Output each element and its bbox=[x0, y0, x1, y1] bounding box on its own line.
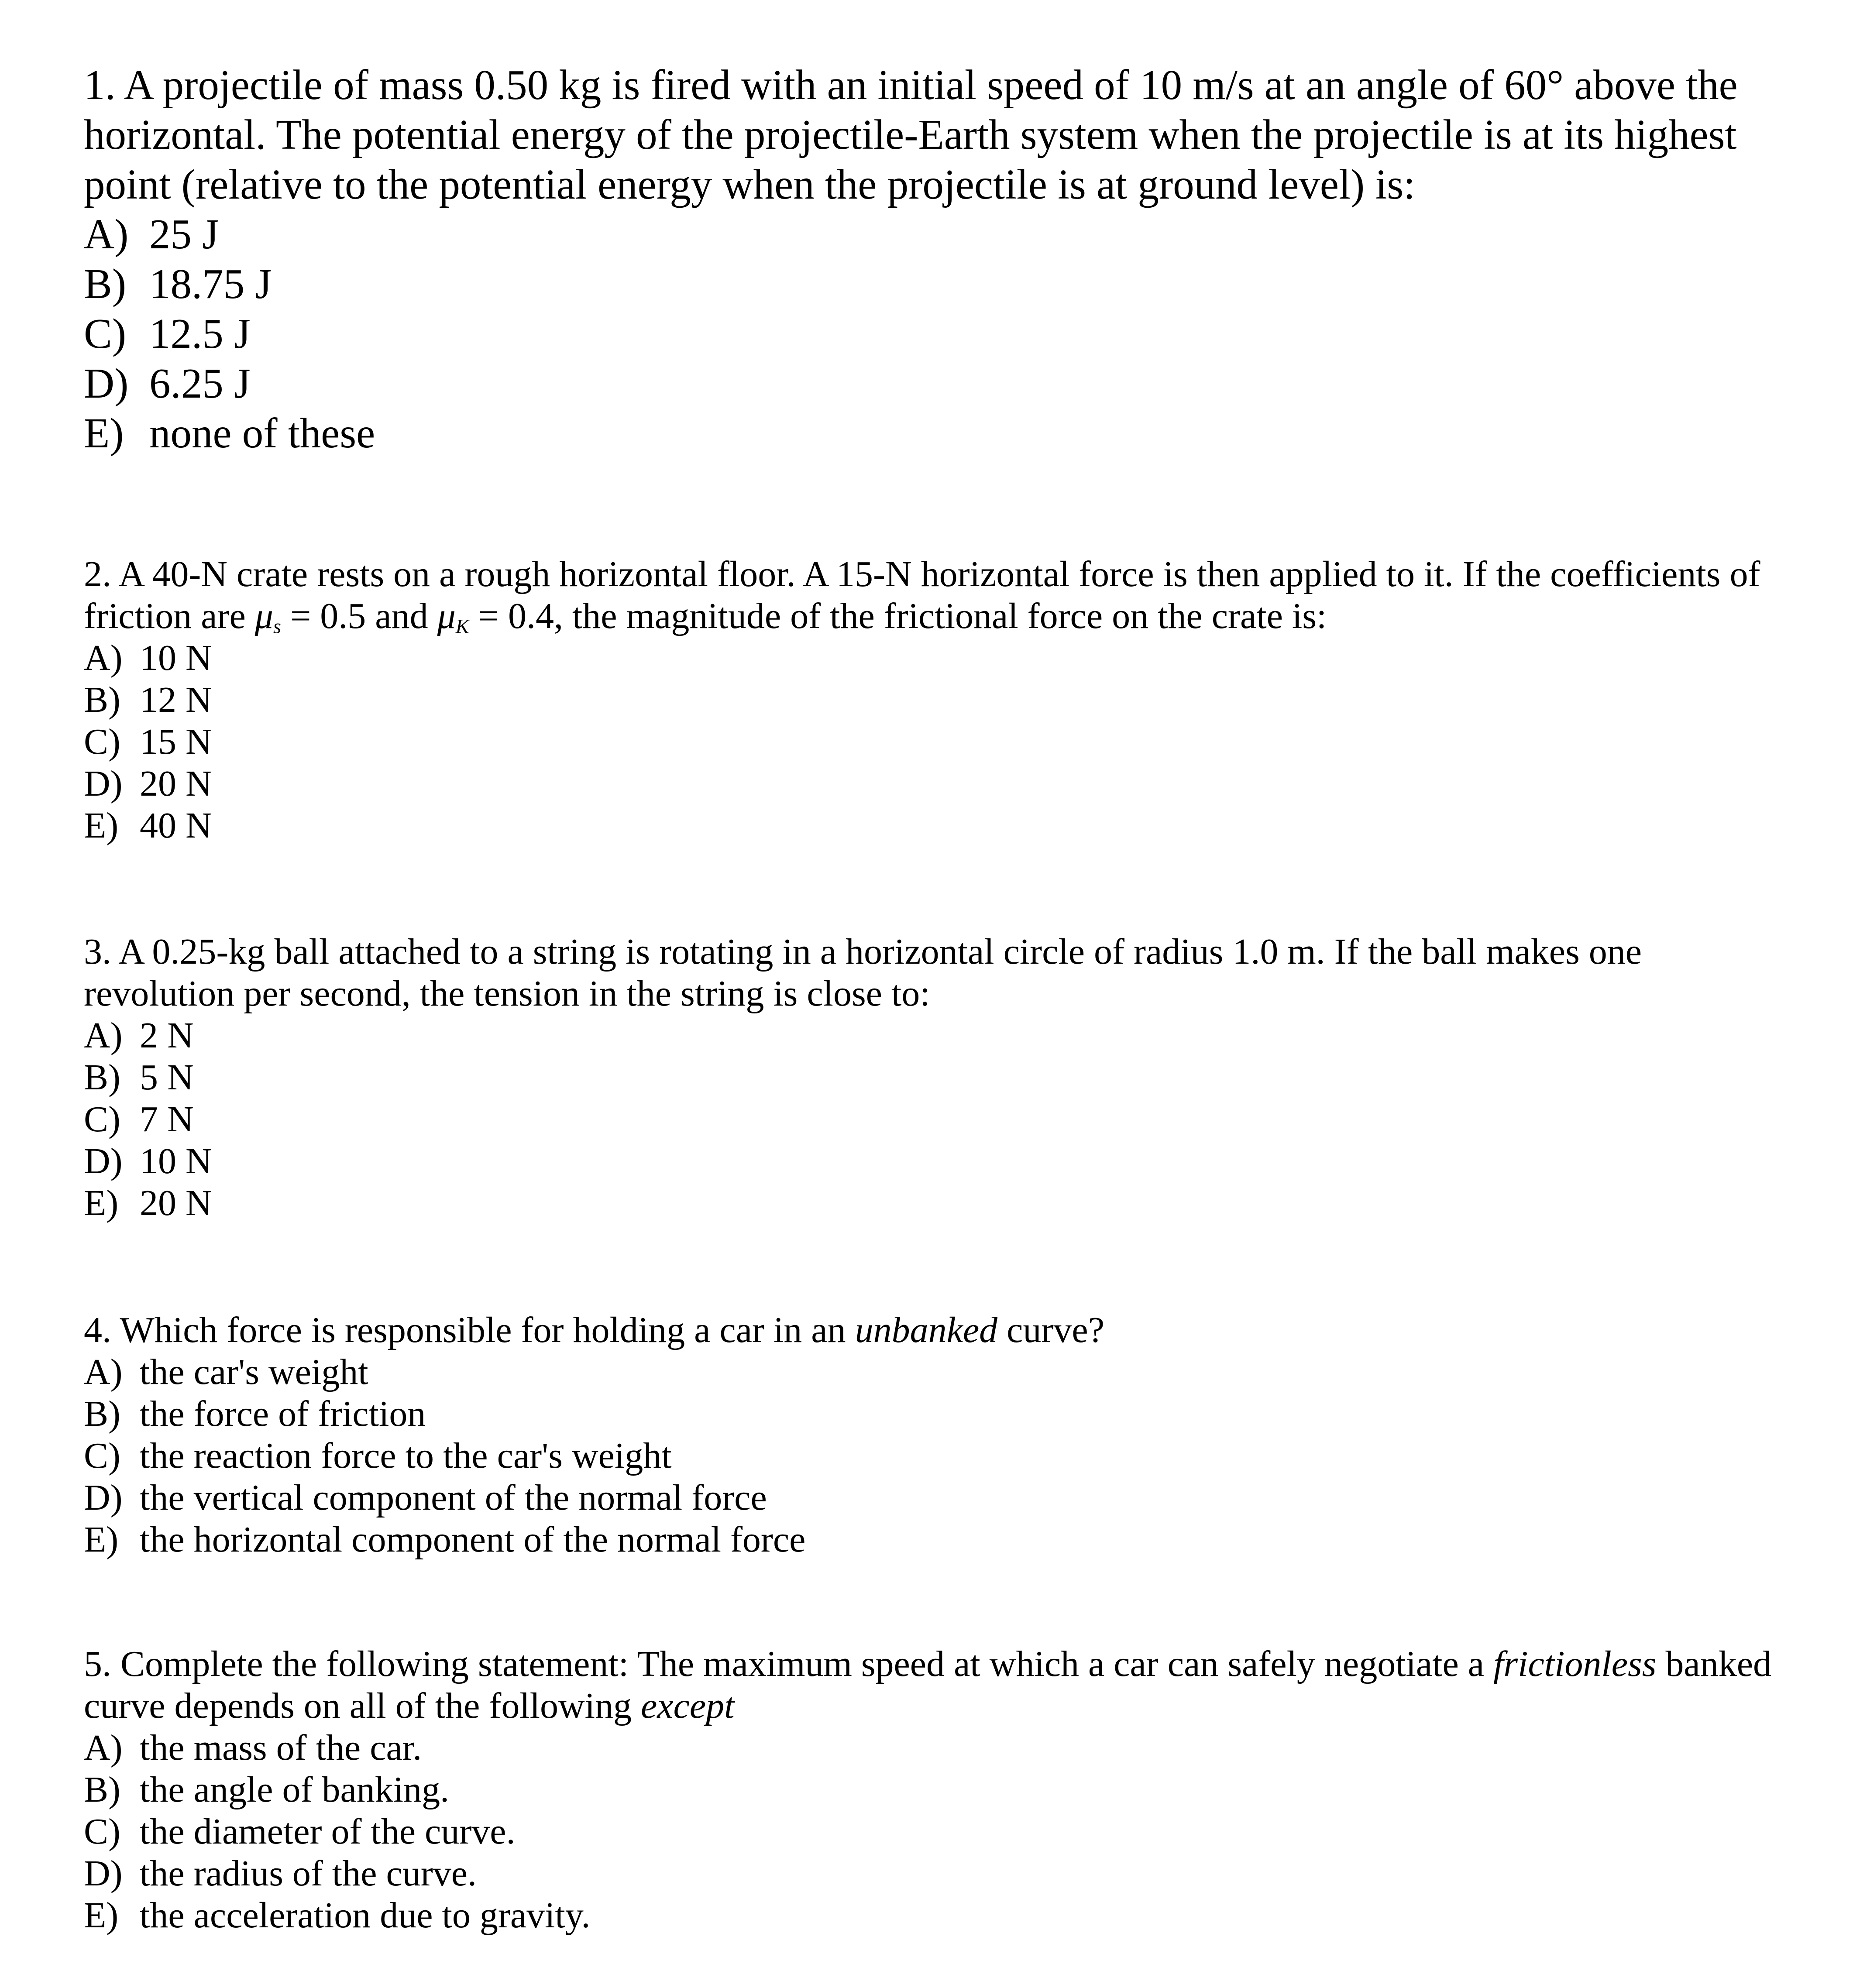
question-2-options bbox=[84, 637, 1795, 847]
option-text: 5 N bbox=[140, 1057, 194, 1098]
subscript-s: s bbox=[273, 615, 281, 638]
question-5-option-d bbox=[84, 1853, 1795, 1895]
option-text: 15 N bbox=[140, 721, 212, 762]
question-2 bbox=[84, 553, 1795, 847]
option-letter: D) bbox=[84, 1141, 123, 1181]
option-letter: E) bbox=[84, 1183, 119, 1223]
question-2-option-d bbox=[84, 763, 1795, 805]
option-letter: C) bbox=[84, 1099, 120, 1140]
question-4-stem bbox=[84, 1309, 1795, 1351]
question-5-options bbox=[84, 1727, 1795, 1936]
stem-text: = 0.5 and bbox=[281, 596, 437, 636]
question-3-option-b bbox=[84, 1057, 1795, 1099]
question-1-option-b bbox=[84, 259, 1795, 309]
option-text: the force of friction bbox=[140, 1394, 426, 1434]
option-text: 18.75 J bbox=[149, 261, 272, 307]
question-4-options bbox=[84, 1351, 1795, 1561]
stem-emphasis: frictionless bbox=[1493, 1644, 1657, 1684]
option-letter: A) bbox=[84, 1352, 123, 1392]
option-text: 10 N bbox=[140, 638, 212, 678]
option-letter: D) bbox=[84, 1853, 123, 1894]
question-1-option-a bbox=[84, 209, 1795, 259]
question-2-option-e bbox=[84, 805, 1795, 847]
question-4-option-d bbox=[84, 1477, 1795, 1519]
question-5-option-e bbox=[84, 1895, 1795, 1936]
question-1-options bbox=[84, 209, 1795, 458]
question-5-option-a bbox=[84, 1727, 1795, 1769]
option-text: the horizontal component of the normal force bbox=[140, 1519, 806, 1560]
stem-text: 5. Complete the following statement: The maximum speed at which a car can safely negotiate a bbox=[84, 1644, 1494, 1684]
option-letter: A) bbox=[84, 638, 123, 678]
option-letter: B) bbox=[84, 1769, 120, 1810]
question-4-option-a bbox=[84, 1351, 1795, 1393]
question-4-option-c bbox=[84, 1435, 1795, 1477]
option-text: the vertical component of the normal force bbox=[140, 1477, 767, 1518]
option-letter: A) bbox=[84, 1015, 123, 1056]
option-text: 20 N bbox=[140, 1183, 212, 1223]
question-4 bbox=[84, 1309, 1795, 1561]
question-1-option-d bbox=[84, 359, 1795, 409]
option-text: 40 N bbox=[140, 805, 212, 846]
question-2-option-b bbox=[84, 679, 1795, 721]
option-letter: B) bbox=[84, 680, 120, 720]
question-4-option-b bbox=[84, 1393, 1795, 1435]
stem-text: banked curve depends on all of the following bbox=[84, 1644, 1771, 1726]
question-5-option-b bbox=[84, 1769, 1795, 1811]
stem-text: = 0.4, the magnitude of the frictional force on the crate is: bbox=[469, 596, 1327, 636]
question-5 bbox=[84, 1643, 1795, 1936]
question-1-option-e bbox=[84, 409, 1795, 458]
option-text: 20 N bbox=[140, 763, 212, 804]
question-2-option-a bbox=[84, 637, 1795, 679]
option-text: the mass of the car. bbox=[140, 1727, 422, 1768]
question-5-option-c bbox=[84, 1811, 1795, 1853]
mu-symbol: μ bbox=[254, 596, 273, 636]
question-3-stem: 3. A 0.25-kg ball attached to a string is rotating in a horizontal circle of radius 1.0 m. If the ball makes one revolution per second, the tension in the string is close to: bbox=[84, 931, 1642, 1014]
question-1-option-c bbox=[84, 309, 1795, 359]
question-3-option-a bbox=[84, 1015, 1795, 1057]
stem-emphasis: except bbox=[641, 1686, 735, 1726]
question-3 bbox=[84, 931, 1795, 1224]
option-text: the reaction force to the car's weight bbox=[140, 1435, 672, 1476]
option-text: 2 N bbox=[140, 1015, 194, 1056]
option-text: 10 N bbox=[140, 1141, 212, 1181]
option-letter: A) bbox=[84, 211, 129, 258]
option-text: the angle of banking. bbox=[140, 1769, 450, 1810]
stem-text: 4. Which force is responsible for holding a car in an bbox=[84, 1310, 855, 1350]
option-letter: C) bbox=[84, 1435, 120, 1476]
option-letter: B) bbox=[84, 261, 126, 307]
subscript-k: K bbox=[455, 615, 469, 638]
question-3-option-d bbox=[84, 1140, 1795, 1182]
option-text: the diameter of the curve. bbox=[140, 1811, 516, 1852]
question-1-stem: 1. A projectile of mass 0.50 kg is fired with an initial speed of 10 m/s at an angle of 60° above the horizontal. The potential energy of the projectile-Earth system when the projectile is at its highest point (relative to the potential energy when the projectile is at ground level) is: bbox=[84, 62, 1738, 208]
question-3-options bbox=[84, 1015, 1795, 1224]
option-text: 12.5 J bbox=[149, 310, 251, 357]
stem-text: 2. A 40-N crate rests on a rough horizontal floor. A 15-N horizontal force is then applied to it. If the coefficients of friction are bbox=[84, 554, 1760, 636]
option-letter: E) bbox=[84, 1519, 119, 1560]
option-text: the car's weight bbox=[140, 1352, 368, 1392]
option-letter: C) bbox=[84, 721, 120, 762]
option-letter: B) bbox=[84, 1057, 120, 1098]
option-letter: D) bbox=[84, 1477, 123, 1518]
stem-emphasis: unbanked bbox=[855, 1310, 998, 1350]
option-text: the acceleration due to gravity. bbox=[140, 1895, 591, 1936]
option-letter: E) bbox=[84, 1895, 119, 1936]
option-letter: C) bbox=[84, 310, 126, 357]
option-letter: C) bbox=[84, 1811, 120, 1852]
option-letter: A) bbox=[84, 1727, 123, 1768]
question-4-option-e bbox=[84, 1519, 1795, 1561]
option-text: 6.25 J bbox=[149, 360, 251, 407]
stem-text: curve? bbox=[997, 1310, 1104, 1350]
question-2-option-c bbox=[84, 721, 1795, 763]
mu-symbol: μ bbox=[437, 596, 456, 636]
option-letter: D) bbox=[84, 763, 123, 804]
option-text: the radius of the curve. bbox=[140, 1853, 477, 1894]
option-letter: B) bbox=[84, 1394, 120, 1434]
option-text: none of these bbox=[149, 410, 375, 457]
option-text: 7 N bbox=[140, 1099, 194, 1140]
option-letter: D) bbox=[84, 360, 129, 407]
option-letter: E) bbox=[84, 410, 124, 457]
question-2-stem bbox=[84, 553, 1795, 637]
option-text: 25 J bbox=[149, 211, 219, 258]
option-text: 12 N bbox=[140, 680, 212, 720]
question-1 bbox=[84, 60, 1795, 458]
option-letter: E) bbox=[84, 805, 119, 846]
question-5-stem bbox=[84, 1643, 1795, 1727]
question-3-option-c bbox=[84, 1099, 1795, 1140]
question-3-option-e bbox=[84, 1182, 1795, 1224]
